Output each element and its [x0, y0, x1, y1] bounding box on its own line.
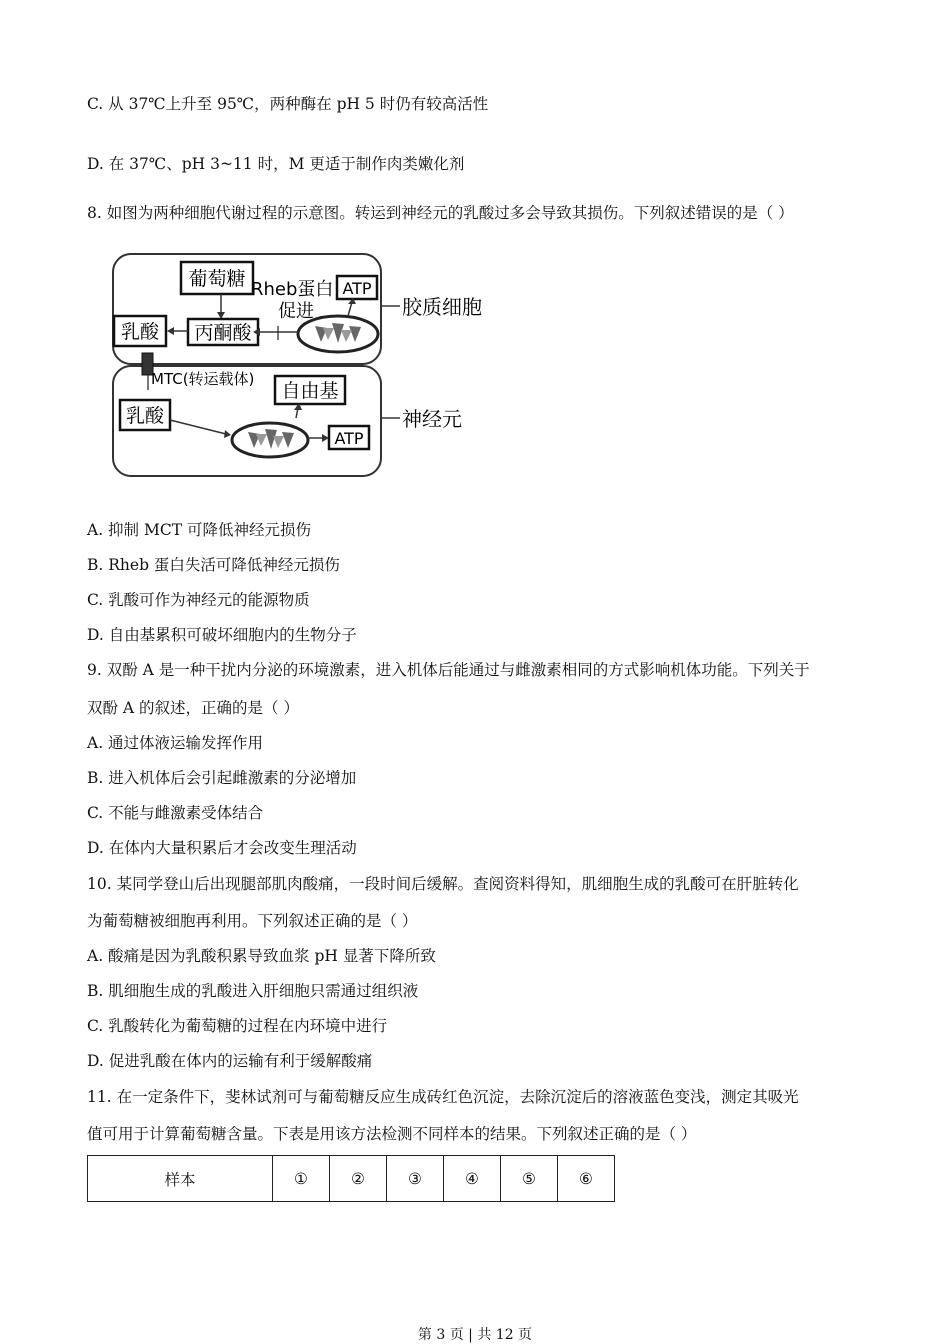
q7-option-c: C. 从 37℃上升至 95℃，两种酶在 pH 5 时仍有较高活性: [87, 95, 489, 113]
sample-table: [87, 1155, 615, 1202]
table-cell: ②: [330, 1156, 387, 1202]
q10-option-c: C. 乳酸转化为葡萄糖的过程在内环境中进行: [87, 1017, 388, 1035]
free-radical-label: 自由基: [281, 380, 339, 402]
table-row: [88, 1156, 615, 1202]
q7-option-d: D. 在 37℃、pH 3~11 时，M 更适于制作肉类嫩化剂: [87, 155, 465, 173]
q10-option-a: A. 酸痛是因为乳酸积累导致血浆 pH 显著下降所致: [87, 947, 436, 965]
table-cell: ③: [387, 1156, 444, 1202]
glia-cell-label: 胶质细胞: [402, 295, 482, 319]
table-cell: ⑥: [558, 1156, 615, 1202]
q10-stem-line1: 10. 某同学登山后出现腿部肌肉酸痛，一段时间后缓解。查阅资料得知，肌细胞生成的乳酸可在肝脏转化: [87, 875, 799, 893]
q8-option-c: C. 乳酸可作为神经元的能源物质: [87, 591, 310, 609]
rheb-label: Rheb蛋白: [251, 279, 334, 300]
q8-option-d: D. 自由基累积可破坏细胞内的生物分子: [87, 626, 357, 644]
glucose-label: 葡萄糖: [188, 268, 246, 290]
table-cell: ⑤: [501, 1156, 558, 1202]
q9-option-a: A. 通过体液运输发挥作用: [87, 734, 264, 752]
q9-option-c: C. 不能与雌激素受体结合: [87, 804, 264, 822]
page-footer: 第 3 页 | 共 12 页: [417, 1327, 533, 1343]
q11-stem-line1: 11. 在一定条件下，斐林试剂可与葡萄糖反应生成砖红色沉淀，去除沉淀后的溶液蓝色变浅，测定其吸光: [87, 1088, 799, 1106]
neuron-lactate-label: 乳酸: [125, 405, 165, 427]
glia-lactate-label: 乳酸: [120, 321, 160, 343]
promote-label: 促进: [278, 301, 314, 322]
neuron-cell-label: 神经元: [402, 407, 462, 431]
q9-stem-line2: 双酚 A 的叙述，正确的是（ ）: [87, 699, 299, 717]
glia-atp-label: ATP: [342, 279, 372, 298]
cell-metabolism-diagram: [108, 250, 498, 480]
q10-option-b: B. 肌细胞生成的乳酸进入肝细胞只需通过组织液: [87, 982, 419, 1000]
table-cell: ①: [273, 1156, 330, 1202]
q8-option-b: B. Rheb 蛋白失活可降低神经元损伤: [87, 556, 340, 574]
q8-option-a: A. 抑制 MCT 可降低神经元损伤: [87, 521, 311, 539]
q9-option-d: D. 在体内大量积累后才会改变生理活动: [87, 839, 357, 857]
q9-stem-line1: 9. 双酚 A 是一种干扰内分泌的环境激素，进入机体后能通过与雌激素相同的方式影响机体功能。下列关于: [87, 661, 810, 679]
table-header-cell: 样本: [88, 1156, 273, 1202]
q9-option-b: B. 进入机体后会引起雌激素的分泌增加: [87, 769, 357, 787]
q8-stem: 8. 如图为两种细胞代谢过程的示意图。转运到神经元的乳酸过多会导致其损伤。下列叙述错误的是（ ）: [87, 204, 794, 222]
pyruvate-label: 丙酮酸: [194, 322, 252, 344]
mtc-label: MTC(转运载体): [151, 370, 255, 388]
table-cell: ④: [444, 1156, 501, 1202]
q10-option-d: D. 促进乳酸在体内的运输有利于缓解酸痛: [87, 1052, 373, 1070]
neuron-atp-label: ATP: [334, 429, 364, 448]
q11-stem-line2: 值可用于计算葡萄糖含量。下表是用该方法检测不同样本的结果。下列叙述正确的是（ ）: [87, 1125, 697, 1143]
q10-stem-line2: 为葡萄糖被细胞再利用。下列叙述正确的是（ ）: [87, 912, 418, 930]
